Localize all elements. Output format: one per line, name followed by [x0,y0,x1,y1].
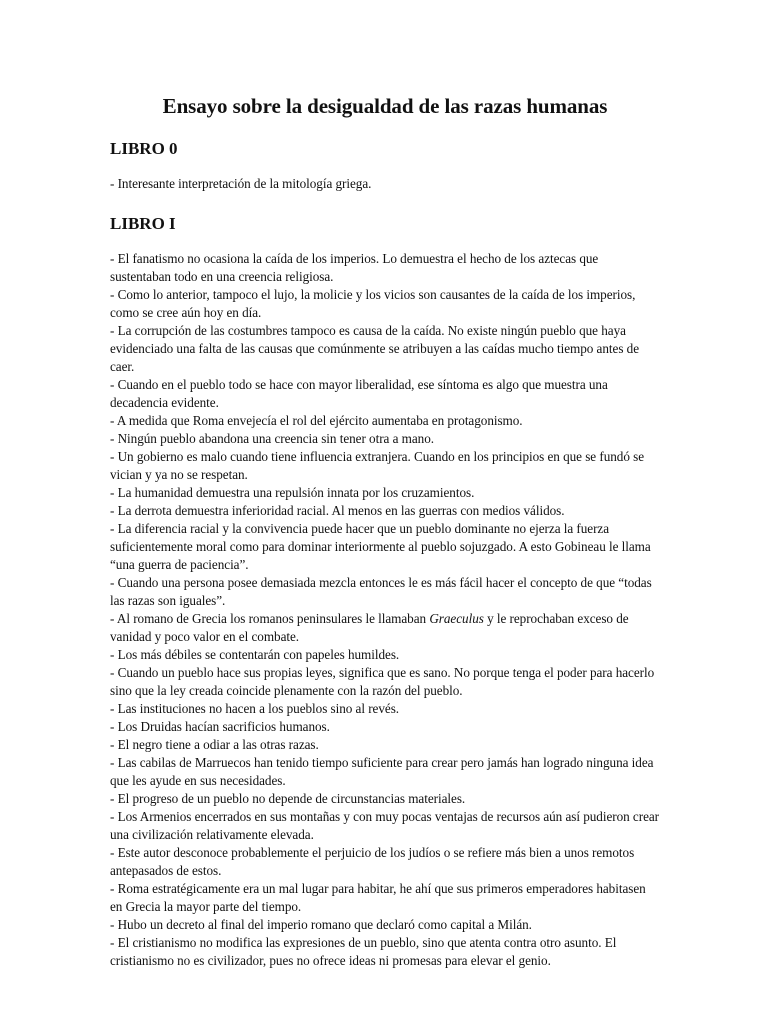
item-list [110,175,660,193]
section-libro-1 [110,213,660,970]
list-item: - Hubo un decreto al final del imperio romano que declaró como capital a Milán. [110,917,532,932]
list-item: - Como lo anterior, tampoco el lujo, la molicie y los vicios son causantes de la caída de los imperios, como se cree aún hoy en día. [110,287,636,320]
list-item: - Cuando una persona posee demasiada mezcla entonces le es más fácil hacer el concepto de que “todas las razas son iguales”. [110,575,652,608]
section-heading: LIBRO I [110,214,176,233]
list-item: - Las instituciones no hacen a los pueblos sino al revés. [110,701,400,716]
list-item: - El fanatismo no ocasiona la caída de los imperios. Lo demuestra el hecho de los aztecas que sustentaban todo en una creencia religiosa. [110,251,599,284]
section-libro-0 [110,138,660,193]
list-item: - La corrupción de las costumbres tampoco es causa de la caída. No existe ningún pueblo que haya evidenciado una falta de las causas que comúnmente se atribuyen a las caídas mucho tiempo antes de caer. [110,323,639,374]
list-item: - Ningún pueblo abandona una creencia sin tener otra a mano. [110,431,434,446]
list-item: - El negro tiene a odiar a las otras razas. [110,737,319,752]
italic-term: Graeculus [429,611,484,626]
list-item: - Cuando un pueblo hace sus propias leyes, significa que es sano. No porque tenga el poder para hacerlo sino que la ley creada coincide plenamente con la razón del pueblo. [110,665,655,698]
list-item: - Roma estratégicamente era un mal lugar para habitar, he ahí que sus primeros emperadores habitasen en Grecia la mayor parte del tiempo. [110,881,646,914]
list-item [110,610,660,646]
list-item: - Los Armenios encerrados en sus montañas y con muy pocas ventajas de recursos aún así pudieron crear una civilización relativamente elevada. [110,809,660,842]
section-heading: LIBRO 0 [110,139,178,158]
list-item: - La diferencia racial y la convivencia puede hacer que un pueblo dominante no ejerza la fuerza suficientemente moral como para dominar interiormente al pueblo sojuzgado. A esto Gobineau le llama “una guerra de paciencia”. [110,521,651,572]
list-item: - La derrota demuestra inferioridad racial. Al menos en las guerras con medios válidos. [110,503,565,518]
list-item-text: - Al romano de Grecia los romanos peninsulares le llamaban [110,611,430,626]
list-item: - Interesante interpretación de la mitología griega. [110,176,372,191]
list-item: - A medida que Roma envejecía el rol del ejército aumentaba en protagonismo. [110,413,523,428]
list-item: - Las cabilas de Marruecos han tenido tiempo suficiente para crear pero jamás han logrado ninguna idea que les ayude en sus necesidades. [110,755,654,788]
list-item: - El progreso de un pueblo no depende de circunstancias materiales. [110,791,466,806]
list-item: - Este autor desconoce probablemente el perjuicio de los judíos o se refiere más bien a unos remotos antepasados de estos. [110,845,635,878]
list-item: - El cristianismo no modifica las expresiones de un pueblo, sino que atenta contra otro asunto. El cristianismo no es civilizador, pues no ofrece ideas ni promesas para elevar el genio. [110,935,617,968]
list-item: - Un gobierno es malo cuando tiene influencia extranjera. Cuando en los principios en que se fundó se vician y ya no se respetan. [110,449,645,482]
document-title: Ensayo sobre la desigualdad de las razas humanas [162,94,608,118]
list-item: - Los más débiles se contentarán con papeles humildes. [110,647,400,662]
list-item: - Los Druidas hacían sacrificios humanos. [110,719,330,734]
document-page [110,92,660,970]
list-item: - Cuando en el pueblo todo se hace con mayor liberalidad, ese síntoma es algo que muestra una decadencia evidente. [110,377,608,410]
list-item-text: y le reprochaban exceso de vanidad y poco valor en el combate. [110,611,629,644]
item-list [110,250,660,970]
list-item: - La humanidad demuestra una repulsión innata por los cruzamientos. [110,485,475,500]
